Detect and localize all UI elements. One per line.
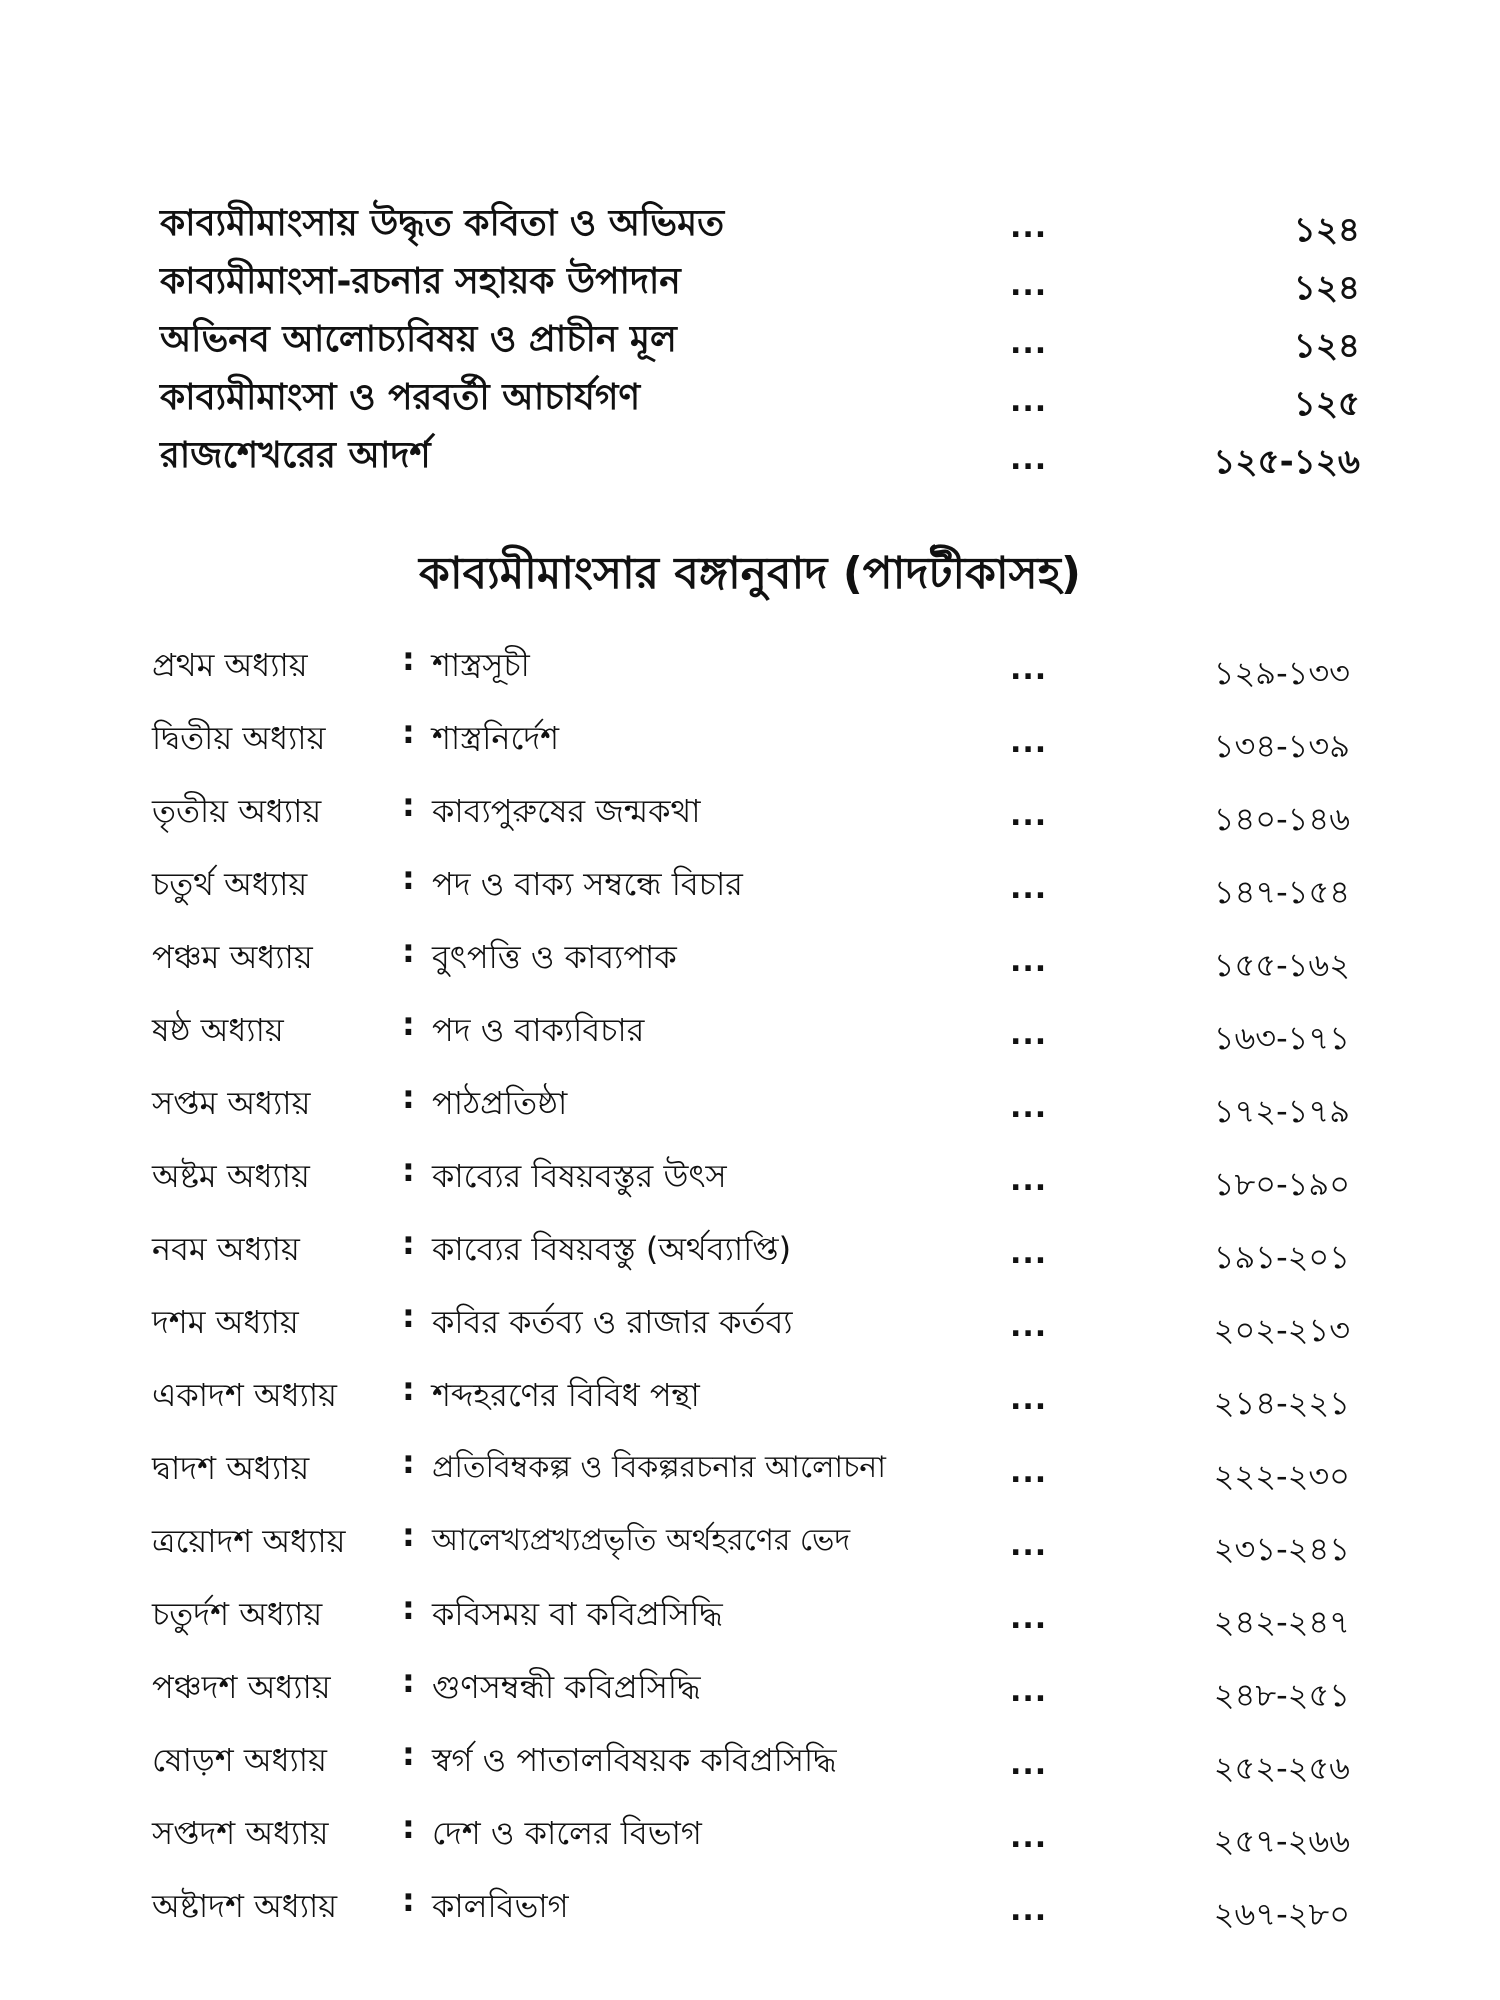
chapter-pages: ১৬৩-১৭১ [1213, 1019, 1350, 1057]
chapter-row [0, 1224, 1500, 1284]
chapter-label: ষোড়শ অধ্যায় [152, 1741, 327, 1779]
entry-title: কাব্যমীমাংসা-রচনার সহায়ক উপাদান [160, 261, 681, 302]
chapter-label: প্রথম অধ্যায় [152, 646, 308, 684]
chapter-row [0, 1443, 1500, 1503]
chapter-row [0, 1881, 1500, 1941]
chapter-row [0, 859, 1500, 919]
leader-dots: ... [1010, 1163, 1048, 1198]
colon-separator: : [402, 1808, 415, 1846]
leader-dots: ... [1010, 1090, 1048, 1125]
chapter-pages: ২১৪-২২১ [1213, 1384, 1350, 1422]
chapter-title: কালবিভাগ [432, 1887, 569, 1925]
chapter-row [0, 713, 1500, 773]
chapter-row [0, 786, 1500, 846]
chapter-title: পদ ও বাক্য সম্বন্ধে বিচার [432, 865, 743, 903]
entry-pages: ১২৪ [1293, 268, 1360, 308]
chapter-pages: ২২২-২৩০ [1213, 1457, 1350, 1495]
leader-dots: ... [1010, 652, 1048, 687]
leader-dots: ... [1010, 1382, 1048, 1417]
colon-separator: : [402, 786, 415, 824]
chapter-row [0, 1151, 1500, 1211]
leader-dots: ... [1010, 1528, 1048, 1563]
chapter-row [0, 640, 1500, 700]
leader-dots: ... [1010, 326, 1048, 361]
chapter-row [0, 1005, 1500, 1065]
colon-separator: : [402, 1516, 415, 1554]
chapter-title: কাব্যের বিষয়বস্তু (অর্থব্যাপ্তি) [432, 1230, 792, 1268]
chapter-title: বুৎপত্তি ও কাব্যপাক [432, 938, 677, 976]
chapter-row [0, 1297, 1500, 1357]
chapter-pages: ১৭২-১৭৯ [1213, 1092, 1350, 1130]
chapter-label: ত্রয়োদশ অধ্যায় [152, 1522, 346, 1560]
chapter-title: দেশ ও কালের বিভাগ [432, 1814, 702, 1852]
chapter-pages: ২৫২-২৫৬ [1213, 1749, 1350, 1787]
colon-separator: : [402, 1735, 415, 1773]
leader-dots: ... [1010, 268, 1048, 303]
chapter-title: কবিসময় বা কবিপ্রসিদ্ধি [432, 1595, 723, 1633]
chapter-title: শব্দহরণের বিবিধ পন্থা [432, 1376, 700, 1414]
leader-dots: ... [1010, 944, 1048, 979]
chapter-label: দশম অধ্যায় [152, 1303, 299, 1341]
chapter-pages: ১৯১-২০১ [1213, 1238, 1350, 1276]
leader-dots: ... [1010, 1747, 1048, 1782]
chapter-title: আলেখ্যপ্রখ্যপ্রভৃতি অর্থহরণের ভেদ [432, 1523, 851, 1558]
colon-separator: : [402, 1881, 415, 1919]
colon-separator: : [402, 1589, 415, 1627]
chapter-row [0, 1078, 1500, 1138]
entry-title: রাজশেখরের আদর্শ [160, 435, 431, 476]
chapter-row [0, 1370, 1500, 1430]
colon-separator: : [402, 713, 415, 751]
chapter-title: প্রতিবিম্বকল্প ও বিকল্পরচনার আলোচনা [432, 1450, 886, 1485]
chapter-pages: ১৪৭-১৫৪ [1213, 873, 1350, 911]
colon-separator: : [402, 932, 415, 970]
entry-pages: ১২৫-১২৬ [1213, 442, 1360, 482]
chapter-title: শাস্ত্রনির্দেশ [432, 719, 560, 757]
entry-title: কাব্যমীমাংসা ও পরবর্তী আচার্যগণ [160, 377, 641, 418]
chapter-label: তৃতীয় অধ্যায় [152, 792, 322, 830]
chapter-label: পঞ্চদশ অধ্যায় [152, 1668, 331, 1706]
leader-dots: ... [1010, 725, 1048, 760]
top-entry [0, 364, 1500, 424]
chapter-pages: ১৪০-১৪৬ [1213, 800, 1350, 838]
leader-dots: ... [1010, 384, 1048, 419]
chapter-title: স্বর্গ ও পাতালবিষয়ক কবিপ্রসিদ্ধি [432, 1741, 837, 1779]
chapter-title: কাব্যের বিষয়বস্তুর উৎস [432, 1157, 727, 1195]
chapter-row [0, 1662, 1500, 1722]
entry-pages: ১২৪ [1293, 326, 1360, 366]
chapter-label: চতুর্থ অধ্যায় [152, 865, 308, 903]
chapter-pages: ২৫৭-২৬৬ [1213, 1822, 1350, 1860]
leader-dots: ... [1010, 1017, 1048, 1052]
top-entry [0, 190, 1500, 250]
leader-dots: ... [1010, 442, 1048, 477]
chapter-title: কবির কর্তব্য ও রাজার কর্তব্য [432, 1303, 793, 1341]
colon-separator: : [402, 1662, 415, 1700]
leader-dots: ... [1010, 1236, 1048, 1271]
chapter-label: পঞ্চম অধ্যায় [152, 938, 313, 976]
colon-separator: : [402, 1297, 415, 1335]
top-entry [0, 422, 1500, 482]
chapter-pages: ২৪২-২৪৭ [1213, 1603, 1350, 1641]
chapter-row [0, 932, 1500, 992]
chapter-title: পাঠপ্রতিষ্ঠা [432, 1084, 568, 1122]
chapter-pages: ১৩৪-১৩৯ [1213, 727, 1350, 765]
chapter-title: কাব্যপুরুষের জন্মকথা [432, 792, 701, 830]
chapter-label: অষ্টম অধ্যায় [152, 1157, 310, 1195]
chapter-row [0, 1516, 1500, 1576]
chapter-label: দ্বিতীয় অধ্যায় [152, 719, 326, 757]
chapter-label: নবম অধ্যায় [152, 1230, 300, 1268]
chapter-row [0, 1735, 1500, 1795]
chapter-pages: ১৮০-১৯০ [1213, 1165, 1350, 1203]
chapter-label: একাদশ অধ্যায় [152, 1376, 337, 1414]
chapter-row [0, 1808, 1500, 1868]
leader-dots: ... [1010, 210, 1048, 245]
section-heading: কাব্যমীমাংসার বঙ্গানুবাদ (পাদটীকাসহ) [419, 548, 1081, 599]
entry-title: অভিনব আলোচ্যবিষয় ও প্রাচীন মূল [160, 319, 677, 360]
colon-separator: : [402, 640, 415, 678]
chapter-label: সপ্তদশ অধ্যায় [152, 1814, 329, 1852]
chapter-title: শাস্ত্রসূচী [432, 646, 530, 684]
colon-separator: : [402, 1078, 415, 1116]
top-entry [0, 248, 1500, 308]
chapter-row [0, 1589, 1500, 1649]
leader-dots: ... [1010, 1893, 1048, 1928]
leader-dots: ... [1010, 798, 1048, 833]
chapter-pages: ২৩১-২৪১ [1213, 1530, 1350, 1568]
entry-pages: ১২৪ [1293, 210, 1360, 250]
leader-dots: ... [1010, 871, 1048, 906]
entry-title: কাব্যমীমাংসায় উদ্ধৃত কবিতা ও অভিমত [160, 203, 725, 244]
chapter-label: সপ্তম অধ্যায় [152, 1084, 311, 1122]
chapter-label: চতুর্দশ অধ্যায় [152, 1595, 323, 1633]
chapter-pages: ১২৯-১৩৩ [1213, 654, 1350, 692]
chapter-title: পদ ও বাক্যবিচার [432, 1011, 645, 1049]
chapter-pages: ১৫৫-১৬২ [1213, 946, 1350, 984]
colon-separator: : [402, 1370, 415, 1408]
chapter-label: দ্বাদশ অধ্যায় [152, 1449, 310, 1487]
colon-separator: : [402, 1224, 415, 1262]
leader-dots: ... [1010, 1309, 1048, 1344]
entry-pages: ১২৫ [1293, 384, 1360, 424]
chapter-label: ষষ্ঠ অধ্যায় [152, 1011, 284, 1049]
colon-separator: : [402, 1443, 415, 1481]
chapter-pages: ২৬৭-২৮০ [1213, 1895, 1350, 1933]
colon-separator: : [402, 1151, 415, 1189]
chapter-label: অষ্টাদশ অধ্যায় [152, 1887, 338, 1925]
leader-dots: ... [1010, 1674, 1048, 1709]
colon-separator: : [402, 859, 415, 897]
top-entry [0, 306, 1500, 366]
leader-dots: ... [1010, 1820, 1048, 1855]
chapter-title: গুণসম্বন্ধী কবিপ্রসিদ্ধি [432, 1668, 701, 1706]
chapter-pages: ২৪৮-২৫১ [1213, 1676, 1350, 1714]
colon-separator: : [402, 1005, 415, 1043]
leader-dots: ... [1010, 1455, 1048, 1490]
leader-dots: ... [1010, 1601, 1048, 1636]
chapter-pages: ২০২-২১৩ [1213, 1311, 1350, 1349]
